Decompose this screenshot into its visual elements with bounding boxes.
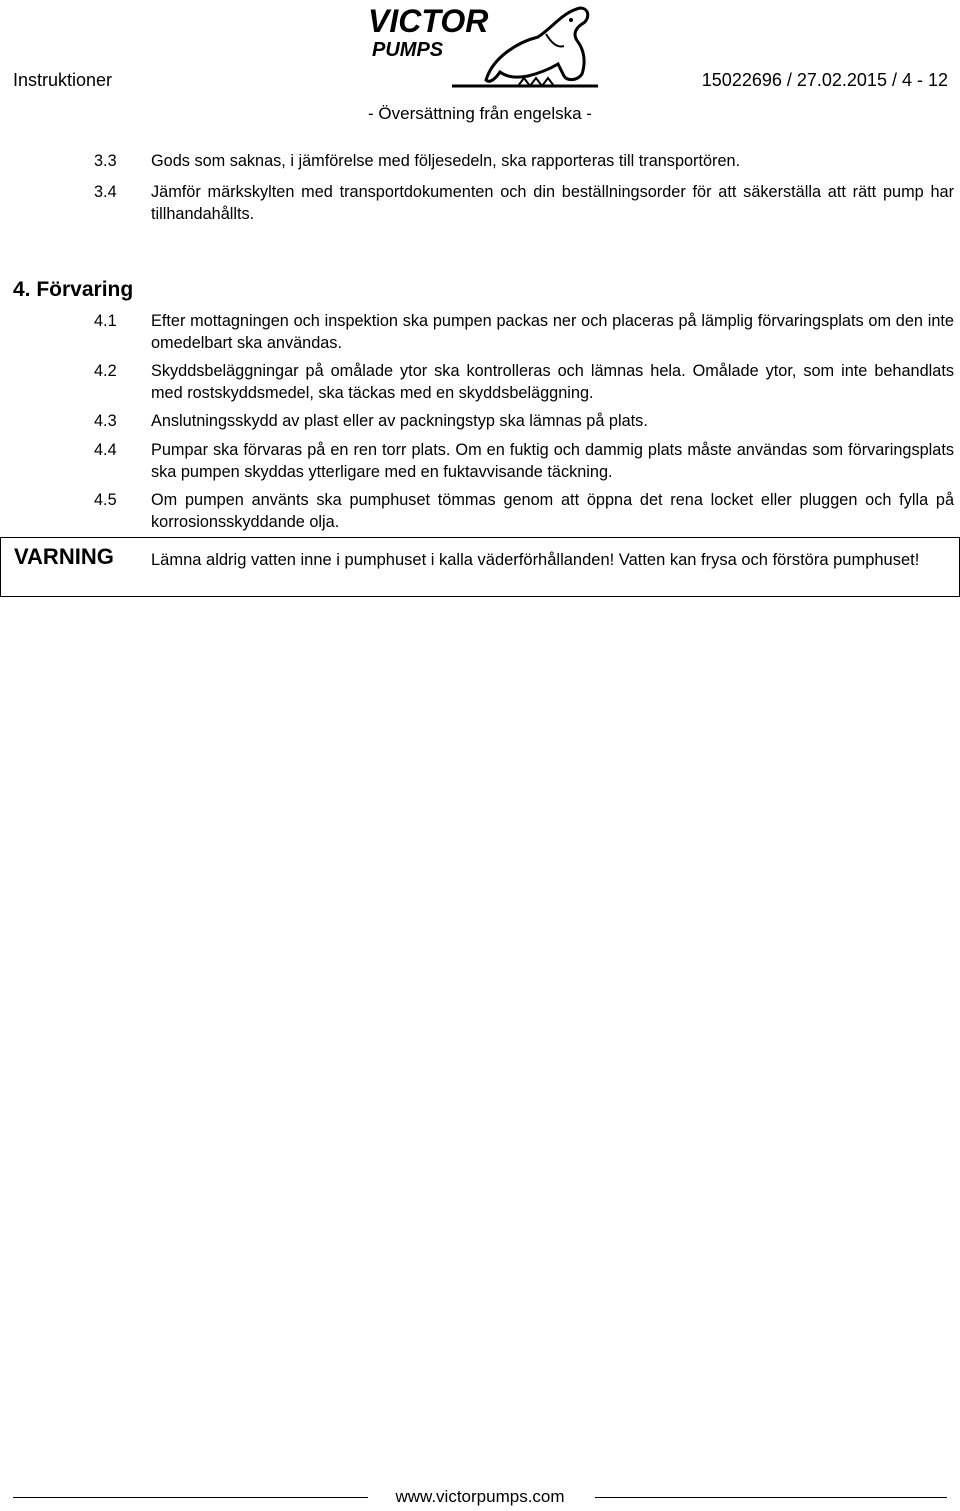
- logo-text-pumps: PUMPS: [372, 39, 444, 61]
- item-text: Pumpar ska förvaras på en ren torr plats. Om en fuktig och dammig plats måste användas som förvaringsplats ska pumpen skyddas ytterligare med en fuktavvisande täckning.: [151, 441, 954, 481]
- warning-box: [0, 537, 960, 597]
- item-number: 4.1: [94, 312, 117, 330]
- item-number: 4.3: [94, 412, 117, 430]
- victor-pumps-logo: [368, 2, 598, 94]
- footer-url: www.victorpumps.com: [395, 1487, 565, 1506]
- item-number: 3.3: [94, 152, 117, 170]
- list-item: [94, 360, 954, 404]
- item-text: Jämför märkskylten med transportdokumenten och din beställningsorder för att säkerställa att rätt pump har tillhandahållts.: [151, 183, 954, 223]
- list-item: [94, 310, 954, 354]
- list-item: [94, 439, 954, 483]
- item-text: Skyddsbeläggningar på omålade ytor ska kontrolleras och lämnas hela. Omålade ytor, som inte behandlats med rostskyddsmedel, ska täckas med en skyddsbeläggning.: [151, 362, 954, 402]
- item-text: Efter mottagningen och inspektion ska pumpen packas ner och placeras på lämplig förvaringsplats om den inte omedelbart ska användas.: [151, 312, 954, 352]
- item-text: Anslutningsskydd av plast eller av packningstyp ska lämnas på plats.: [151, 412, 648, 430]
- item-number: 4.2: [94, 362, 117, 380]
- logo-text-victor: VICTOR: [368, 3, 489, 39]
- section-heading: 4. Förvaring: [13, 278, 134, 301]
- item-number: 4.4: [94, 441, 117, 459]
- header-left: Instruktioner: [13, 70, 113, 90]
- warning-text: Lämna aldrig vatten inne i pumphuset i kalla väderförhållanden! Vatten kan frysa och förstöra pumphuset!: [151, 551, 920, 569]
- item-number: 3.4: [94, 183, 117, 201]
- item-text: Om pumpen använts ska pumphuset tömmas genom att öppna det rena locket eller pluggen och fylla på korrosionsskyddande olja.: [151, 491, 954, 531]
- item-number: 4.5: [94, 491, 117, 509]
- header-right: 15022696 / 27.02.2015 / 4 - 12: [701, 70, 948, 90]
- list-item: [94, 181, 954, 225]
- item-text: Gods som saknas, i jämförelse med följesedeln, ska rapporteras till transportören.: [151, 152, 741, 170]
- list-item: [94, 410, 954, 432]
- header-subtitle: - Översättning från engelska -: [368, 104, 592, 123]
- list-item: [94, 150, 954, 172]
- warning-label: VARNING: [14, 544, 114, 569]
- list-item: [94, 489, 954, 533]
